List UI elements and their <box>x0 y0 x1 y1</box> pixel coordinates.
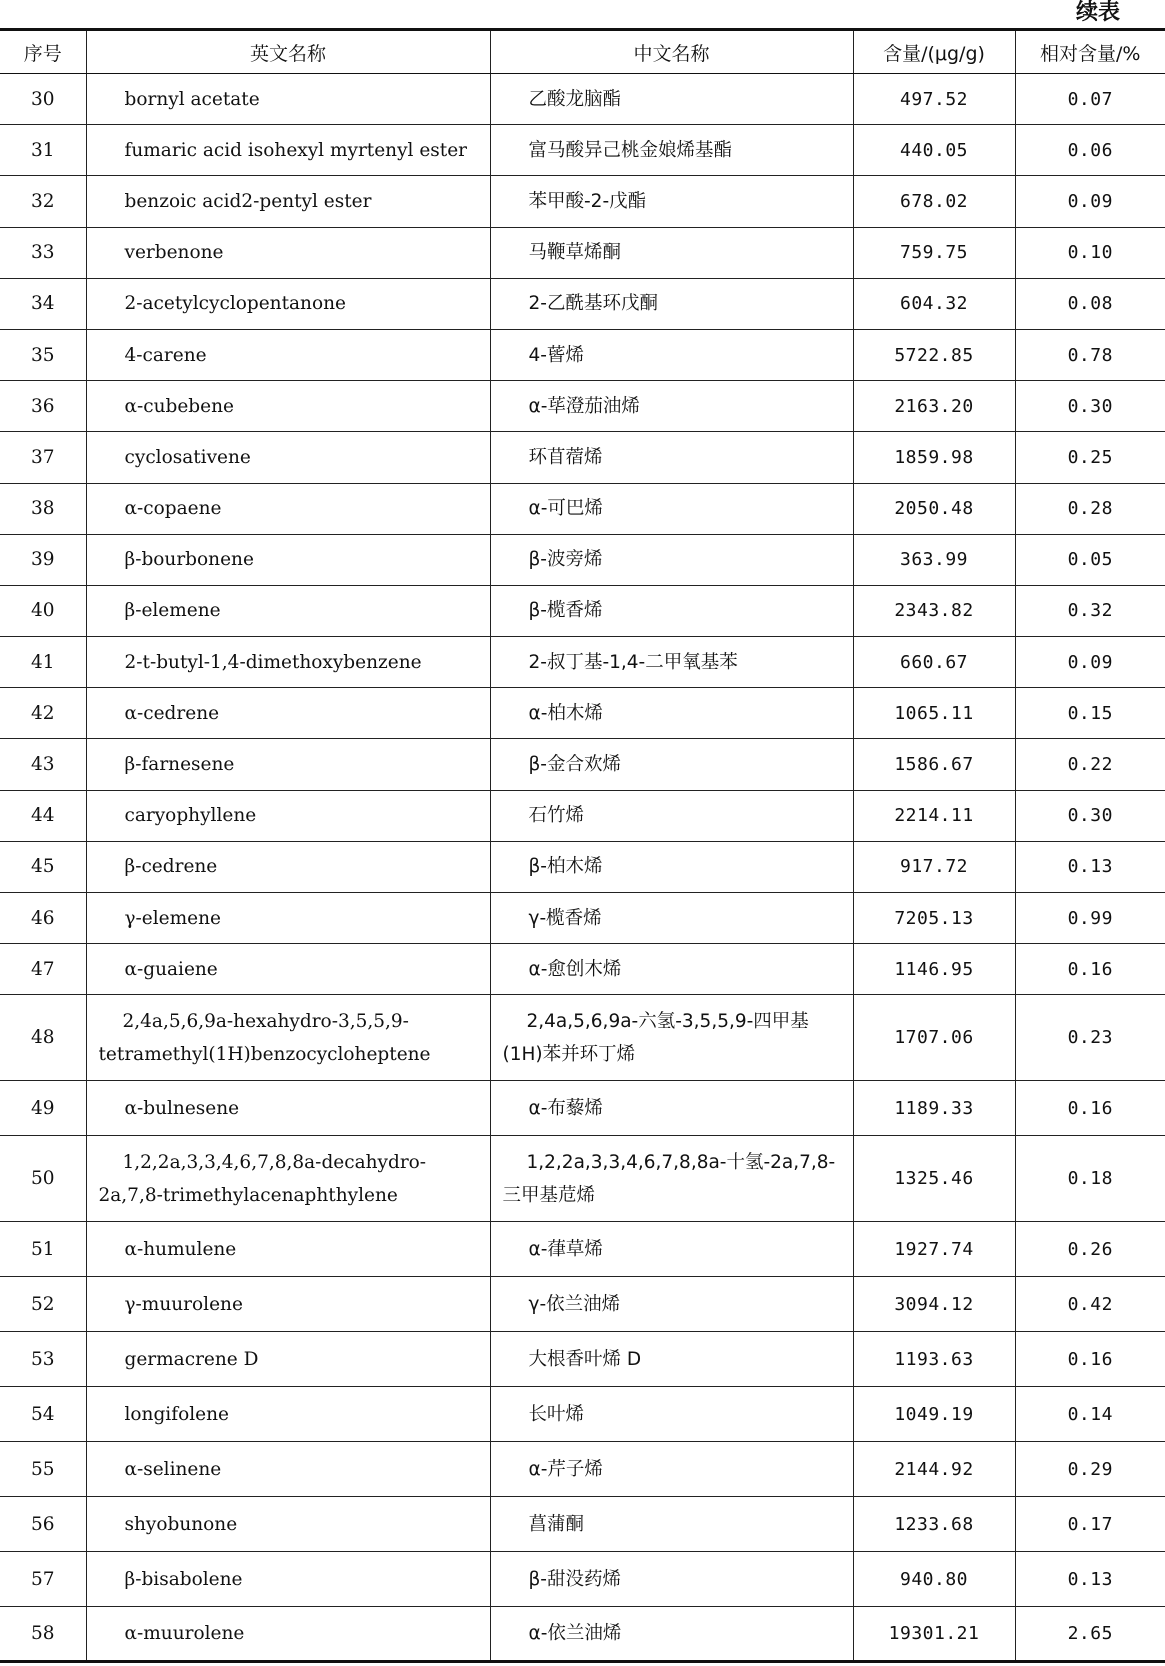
cell-chinese-name: α-愈创木烯 <box>490 944 853 995</box>
cell-chinese-name: 长叶烯 <box>490 1387 853 1442</box>
cell-no: 56 <box>0 1497 86 1552</box>
cell-relative-content: 2.65 <box>1015 1607 1165 1662</box>
cell-content: 5722.85 <box>853 329 1015 380</box>
header-chinese-name: 中文名称 <box>490 30 853 74</box>
cell-no: 38 <box>0 483 86 534</box>
cell-english-name: caryophyllene <box>86 790 490 841</box>
continued-label: 续表 <box>1075 0 1120 25</box>
cell-no: 55 <box>0 1442 86 1497</box>
cell-content: 2163.20 <box>853 381 1015 432</box>
cell-english-name: cyclosativene <box>86 432 490 483</box>
cell-no: 36 <box>0 381 86 432</box>
cell-content: 1065.11 <box>853 688 1015 739</box>
cell-relative-content: 0.16 <box>1015 944 1165 995</box>
cell-relative-content: 0.78 <box>1015 329 1165 380</box>
cell-relative-content: 0.09 <box>1015 176 1165 227</box>
table-row <box>0 790 1165 841</box>
cell-content: 1586.67 <box>853 739 1015 790</box>
cell-english-name: 2-acetylcyclopentanone <box>86 278 490 329</box>
cell-chinese-name: α-柏木烯 <box>490 688 853 739</box>
cell-content: 497.52 <box>853 74 1015 125</box>
header-relative-content: 相对含量/% <box>1015 30 1165 74</box>
table-row <box>0 1081 1165 1136</box>
cell-content: 1859.98 <box>853 432 1015 483</box>
cell-no: 45 <box>0 841 86 892</box>
cell-chinese-name: 2-乙酰基环戊酮 <box>490 278 853 329</box>
cell-content: 1189.33 <box>853 1081 1015 1136</box>
cell-no: 54 <box>0 1387 86 1442</box>
cell-chinese-name: α-葎草烯 <box>490 1222 853 1277</box>
cell-chinese-name: α-布藜烯 <box>490 1081 853 1136</box>
cell-content: 2214.11 <box>853 790 1015 841</box>
cell-relative-content: 0.29 <box>1015 1442 1165 1497</box>
compound-table <box>0 28 1165 1663</box>
cell-no: 31 <box>0 125 86 176</box>
cell-content: 7205.13 <box>853 893 1015 944</box>
cell-content: 604.32 <box>853 278 1015 329</box>
cell-english-name: β-bourbonene <box>86 534 490 585</box>
cell-english-name: β-elemene <box>86 585 490 636</box>
table-row <box>0 1387 1165 1442</box>
cell-no: 58 <box>0 1607 86 1662</box>
cell-chinese-name: 1,2,2a,3,3,4,6,7,8,8a-十氢-2a,7,8-三甲基苊烯 <box>490 1136 853 1222</box>
cell-english-name: 1,2,2a,3,3,4,6,7,8,8a-decahydro-2a,7,8-trimethylacenaphthylene <box>86 1136 490 1222</box>
table-row <box>0 688 1165 739</box>
table-row <box>0 637 1165 688</box>
table-row <box>0 1552 1165 1607</box>
table-row <box>0 176 1165 227</box>
table-row <box>0 1277 1165 1332</box>
cell-no: 42 <box>0 688 86 739</box>
cell-english-name: shyobunone <box>86 1497 490 1552</box>
cell-chinese-name: β-甜没药烯 <box>490 1552 853 1607</box>
cell-chinese-name: β-波旁烯 <box>490 534 853 585</box>
cell-content: 1193.63 <box>853 1332 1015 1387</box>
cell-english-name: α-selinene <box>86 1442 490 1497</box>
cell-content: 2050.48 <box>853 483 1015 534</box>
cell-content: 1927.74 <box>853 1222 1015 1277</box>
cell-english-name: benzoic acid2-pentyl ester <box>86 176 490 227</box>
cell-chinese-name: β-柏木烯 <box>490 841 853 892</box>
cell-english-name: α-humulene <box>86 1222 490 1277</box>
cell-relative-content: 0.17 <box>1015 1497 1165 1552</box>
cell-english-name: germacrene D <box>86 1332 490 1387</box>
cell-content: 759.75 <box>853 227 1015 278</box>
cell-chinese-name: 乙酸龙脑酯 <box>490 74 853 125</box>
cell-english-name: longifolene <box>86 1387 490 1442</box>
cell-relative-content: 0.18 <box>1015 1136 1165 1222</box>
cell-relative-content: 0.08 <box>1015 278 1165 329</box>
cell-relative-content: 0.15 <box>1015 688 1165 739</box>
cell-chinese-name: α-芹子烯 <box>490 1442 853 1497</box>
cell-chinese-name: 马鞭草烯酮 <box>490 227 853 278</box>
cell-content: 1049.19 <box>853 1387 1015 1442</box>
cell-chinese-name: 苯甲酸-2-戊酯 <box>490 176 853 227</box>
cell-no: 37 <box>0 432 86 483</box>
cell-relative-content: 0.26 <box>1015 1222 1165 1277</box>
cell-content: 363.99 <box>853 534 1015 585</box>
table-row <box>0 893 1165 944</box>
cell-english-name: α-cubebene <box>86 381 490 432</box>
table-row <box>0 432 1165 483</box>
cell-content: 1707.06 <box>853 995 1015 1081</box>
cell-content: 940.80 <box>853 1552 1015 1607</box>
cell-no: 48 <box>0 995 86 1081</box>
cell-chinese-name: 4-蒈烯 <box>490 329 853 380</box>
table-row <box>0 483 1165 534</box>
cell-no: 35 <box>0 329 86 380</box>
cell-no: 33 <box>0 227 86 278</box>
cell-no: 46 <box>0 893 86 944</box>
cell-chinese-name: 2-叔丁基-1,4-二甲氧基苯 <box>490 637 853 688</box>
table-row <box>0 995 1165 1081</box>
cell-no: 41 <box>0 637 86 688</box>
cell-no: 30 <box>0 74 86 125</box>
cell-relative-content: 0.13 <box>1015 1552 1165 1607</box>
cell-chinese-name: α-可巴烯 <box>490 483 853 534</box>
cell-relative-content: 0.32 <box>1015 585 1165 636</box>
cell-relative-content: 0.09 <box>1015 637 1165 688</box>
cell-content: 678.02 <box>853 176 1015 227</box>
cell-no: 52 <box>0 1277 86 1332</box>
cell-chinese-name: γ-榄香烯 <box>490 893 853 944</box>
cell-english-name: α-muurolene <box>86 1607 490 1662</box>
table-row <box>0 585 1165 636</box>
cell-relative-content: 0.10 <box>1015 227 1165 278</box>
cell-no: 49 <box>0 1081 86 1136</box>
cell-content: 917.72 <box>853 841 1015 892</box>
cell-content: 1146.95 <box>853 944 1015 995</box>
cell-chinese-name: 菖蒲酮 <box>490 1497 853 1552</box>
cell-english-name: verbenone <box>86 227 490 278</box>
cell-english-name: 2,4a,5,6,9a-hexahydro-3,5,5,9-tetramethyl(1H)benzocycloheptene <box>86 995 490 1081</box>
cell-english-name: 4-carene <box>86 329 490 380</box>
table-header-row <box>0 30 1165 74</box>
cell-english-name: bornyl acetate <box>86 74 490 125</box>
header-content: 含量/(μg/g) <box>853 30 1015 74</box>
cell-no: 44 <box>0 790 86 841</box>
cell-english-name: α-copaene <box>86 483 490 534</box>
cell-no: 34 <box>0 278 86 329</box>
cell-relative-content: 0.05 <box>1015 534 1165 585</box>
table-row <box>0 74 1165 125</box>
cell-english-name: γ-elemene <box>86 893 490 944</box>
cell-chinese-name: β-金合欢烯 <box>490 739 853 790</box>
cell-relative-content: 0.16 <box>1015 1081 1165 1136</box>
cell-chinese-name: 2,4a,5,6,9a-六氢-3,5,5,9-四甲基(1H)苯并环丁烯 <box>490 995 853 1081</box>
cell-english-name: γ-muurolene <box>86 1277 490 1332</box>
table-row <box>0 944 1165 995</box>
cell-english-name: β-bisabolene <box>86 1552 490 1607</box>
cell-english-name: fumaric acid isohexyl myrtenyl ester <box>86 125 490 176</box>
cell-relative-content: 0.30 <box>1015 790 1165 841</box>
cell-content: 660.67 <box>853 637 1015 688</box>
cell-english-name: α-guaiene <box>86 944 490 995</box>
table-row <box>0 739 1165 790</box>
cell-relative-content: 0.13 <box>1015 841 1165 892</box>
table-row <box>0 1332 1165 1387</box>
table-row <box>0 1607 1165 1662</box>
cell-relative-content: 0.06 <box>1015 125 1165 176</box>
cell-chinese-name: 大根香叶烯 D <box>490 1332 853 1387</box>
table-row <box>0 1222 1165 1277</box>
cell-chinese-name: α-荜澄茄油烯 <box>490 381 853 432</box>
cell-no: 50 <box>0 1136 86 1222</box>
table-row <box>0 534 1165 585</box>
cell-relative-content: 0.22 <box>1015 739 1165 790</box>
cell-chinese-name: β-榄香烯 <box>490 585 853 636</box>
cell-no: 51 <box>0 1222 86 1277</box>
cell-no: 32 <box>0 176 86 227</box>
cell-chinese-name: 富马酸异己桃金娘烯基酯 <box>490 125 853 176</box>
cell-english-name: β-farnesene <box>86 739 490 790</box>
cell-english-name: α-cedrene <box>86 688 490 739</box>
cell-english-name: β-cedrene <box>86 841 490 892</box>
cell-content: 2144.92 <box>853 1442 1015 1497</box>
cell-content: 1325.46 <box>853 1136 1015 1222</box>
table-row <box>0 1497 1165 1552</box>
cell-no: 57 <box>0 1552 86 1607</box>
cell-relative-content: 0.07 <box>1015 74 1165 125</box>
cell-no: 43 <box>0 739 86 790</box>
cell-no: 39 <box>0 534 86 585</box>
cell-relative-content: 0.25 <box>1015 432 1165 483</box>
table-row <box>0 278 1165 329</box>
cell-english-name: α-bulnesene <box>86 1081 490 1136</box>
cell-relative-content: 0.30 <box>1015 381 1165 432</box>
cell-no: 53 <box>0 1332 86 1387</box>
cell-no: 40 <box>0 585 86 636</box>
cell-content: 19301.21 <box>853 1607 1015 1662</box>
cell-relative-content: 0.14 <box>1015 1387 1165 1442</box>
table-row <box>0 329 1165 380</box>
table-row <box>0 841 1165 892</box>
cell-content: 1233.68 <box>853 1497 1015 1552</box>
cell-content: 2343.82 <box>853 585 1015 636</box>
table-row <box>0 227 1165 278</box>
cell-chinese-name: 石竹烯 <box>490 790 853 841</box>
cell-chinese-name: γ-依兰油烯 <box>490 1277 853 1332</box>
header-no: 序号 <box>0 30 86 74</box>
cell-no: 47 <box>0 944 86 995</box>
cell-relative-content: 0.16 <box>1015 1332 1165 1387</box>
cell-english-name: 2-t-butyl-1,4-dimethoxybenzene <box>86 637 490 688</box>
table-row <box>0 125 1165 176</box>
cell-content: 440.05 <box>853 125 1015 176</box>
cell-relative-content: 0.23 <box>1015 995 1165 1081</box>
cell-relative-content: 0.28 <box>1015 483 1165 534</box>
table-row <box>0 381 1165 432</box>
header-english-name: 英文名称 <box>86 30 490 74</box>
cell-chinese-name: 环苜蓿烯 <box>490 432 853 483</box>
cell-chinese-name: α-依兰油烯 <box>490 1607 853 1662</box>
cell-relative-content: 0.99 <box>1015 893 1165 944</box>
cell-relative-content: 0.42 <box>1015 1277 1165 1332</box>
table-row <box>0 1442 1165 1497</box>
table-row <box>0 1136 1165 1222</box>
cell-content: 3094.12 <box>853 1277 1015 1332</box>
